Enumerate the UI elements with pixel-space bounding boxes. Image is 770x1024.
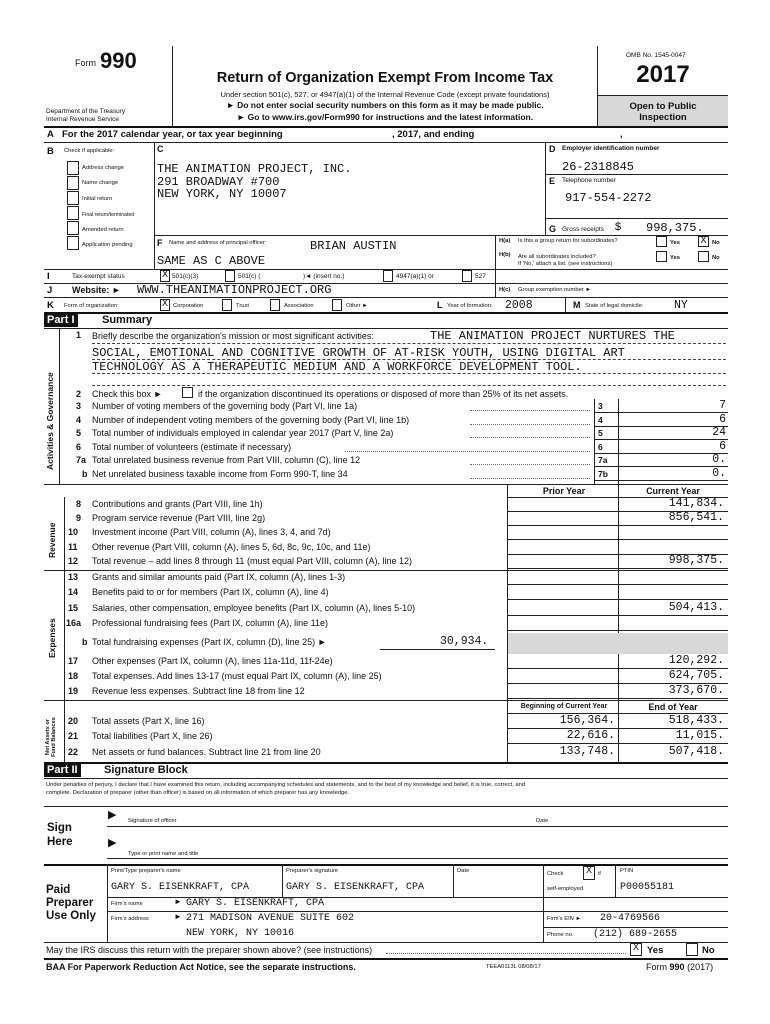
net-end-value: 507,418. bbox=[668, 744, 724, 758]
row-e-letter: E bbox=[549, 176, 556, 186]
side-activities-governance: Activities & Governance bbox=[45, 372, 55, 470]
fin-line-num: 14 bbox=[68, 587, 79, 598]
association-label: Association bbox=[284, 303, 314, 309]
discuss-no-label: No bbox=[702, 945, 715, 956]
hb-text: Are all subordinates included? bbox=[518, 254, 596, 260]
address-change-checkbox[interactable] bbox=[67, 161, 79, 175]
ein-label: Employer identification number bbox=[562, 145, 660, 152]
fin-row-rule bbox=[507, 584, 728, 585]
ag-line-num: 3 bbox=[76, 401, 82, 411]
trust-checkbox[interactable] bbox=[222, 299, 232, 311]
omb-number: OMB No. 1545-0047 bbox=[626, 52, 686, 59]
officer-label: Name and address of principal officer: bbox=[169, 240, 267, 246]
subtitle-section: Under section 501(c), 527, or 4947(a)(1) of the Internal Revenue Code (except private foundations) bbox=[220, 90, 550, 99]
501c-insert-label: )◄ (insert no.) bbox=[303, 273, 345, 280]
phone-value: 917-554-2272 bbox=[565, 191, 652, 205]
final-return-checkbox[interactable] bbox=[67, 206, 79, 220]
firm-address-1: 271 MADISON AVENUE SUITE 602 bbox=[186, 913, 355, 924]
ag-line-value: 0. bbox=[712, 453, 726, 467]
form-title: Return of Organization Exempt From Income Tax bbox=[216, 70, 554, 86]
state-domicile-value: NY bbox=[674, 299, 688, 312]
hb-note: If 'No,' attach a list. (see instructions) bbox=[518, 261, 613, 267]
ag-line-text: Net unrelated business taxable income from Form 990-T, line 34 bbox=[92, 469, 348, 479]
self-employed-label: self-employed bbox=[547, 886, 584, 892]
ag-line-text: Number of independent voting members of the governing body (Part VI, line 1b) bbox=[92, 414, 410, 425]
tax-year: 2017 bbox=[636, 61, 690, 88]
ag-leader-dots bbox=[470, 410, 590, 411]
ag-line-value: 6 bbox=[719, 439, 726, 453]
line16b-num: b bbox=[82, 637, 88, 647]
sign-label-2: Here bbox=[47, 836, 73, 848]
net-line-text: Total liabilities (Part X, line 26) bbox=[92, 731, 213, 742]
part1-label: Part I bbox=[44, 314, 78, 327]
initial-return-label: Initial return bbox=[82, 196, 113, 202]
org-address-1: 291 BROADWAY #700 bbox=[157, 175, 280, 189]
row-g-letter: G bbox=[549, 224, 557, 234]
other-label: Other ► bbox=[346, 303, 368, 309]
ag-box-border bbox=[594, 399, 595, 484]
department-line-1: Department of the Treasury bbox=[46, 108, 126, 115]
ag-leader-dots bbox=[345, 451, 590, 452]
website-value[interactable]: WWW.THEANIMATIONPROJECT.ORG bbox=[137, 283, 332, 297]
fin-line-text: Professional fundraising fees (Part IX, column (A), line 11e) bbox=[92, 617, 328, 628]
preparer-name-label: Print/Type preparer's name bbox=[111, 868, 181, 874]
col-current-year: Current Year bbox=[646, 486, 700, 496]
fin-current-value: 856,541. bbox=[668, 511, 724, 525]
row-j-letter: J bbox=[47, 285, 53, 296]
fin-line-num: 11 bbox=[68, 541, 78, 552]
officer-address: SAME AS C ABOVE bbox=[157, 254, 266, 268]
hb-yes-checkbox[interactable] bbox=[656, 251, 667, 262]
form-number: 990 bbox=[100, 48, 137, 73]
ha-no-checkbox[interactable]: X bbox=[698, 236, 709, 247]
line2-rest: if the organization discontinued its operations or disposed of more than 25% of its net assets. bbox=[198, 389, 569, 399]
firm-address-2: NEW YORK, NY 10016 bbox=[186, 928, 295, 939]
side-expenses: Expenses bbox=[47, 618, 57, 658]
fin-current-value: 141,834. bbox=[668, 497, 724, 510]
part2-title: Signature Block bbox=[104, 764, 188, 776]
ha-yes-label: Yes bbox=[670, 240, 680, 246]
subtitle-ssn-warning: ► Do not enter social security numbers on this form as it may be made public. bbox=[226, 100, 544, 110]
trust-label: Trust bbox=[236, 303, 249, 309]
ag-leader-dots bbox=[470, 478, 590, 479]
ag-leader-dots bbox=[470, 424, 590, 425]
department-line-2: Internal Revenue Service bbox=[46, 116, 119, 123]
side-revenue: Revenue bbox=[47, 522, 57, 558]
hb-yes-label: Yes bbox=[670, 255, 680, 261]
ag-line-num: 7a bbox=[76, 455, 87, 466]
hb-no-checkbox[interactable] bbox=[698, 251, 709, 262]
col-prior-year: Prior Year bbox=[542, 486, 586, 496]
ag-line-text: Number of voting members of the governing body (Part VI, line 1a) bbox=[92, 401, 358, 411]
ag-line-box: 7b bbox=[598, 469, 608, 479]
net-end-value: 11,015. bbox=[675, 729, 724, 743]
ag-line-box: 4 bbox=[598, 414, 603, 425]
hc-label: H(c) bbox=[499, 287, 511, 293]
fin-line-text: Benefits paid to or for members (Part IX, column (A), line 4) bbox=[92, 587, 329, 598]
ag-line-box: 3 bbox=[598, 401, 603, 411]
firm-phone: (212) 689-2655 bbox=[593, 929, 678, 940]
line2-text: Check this box ► bbox=[92, 389, 163, 399]
net-line-num: 22 bbox=[68, 746, 79, 757]
discuss-yes-label: Yes bbox=[647, 945, 664, 956]
fin-line-text: Other expenses (Part IX, column (A), lines 11a-11d, 11f-24e) bbox=[92, 656, 333, 666]
fin-row-rule bbox=[507, 539, 728, 540]
net-begin-value: 22,616. bbox=[566, 729, 615, 743]
preparer-signature: GARY S. EISENKRAFT, CPA bbox=[286, 882, 425, 893]
side-net-assets: Net Assets or Fund Balances bbox=[45, 717, 57, 757]
fin-line-text: Salaries, other compensation, employee benefits (Part IX, column (A), lines 5-10) bbox=[92, 602, 416, 613]
line1-text: Briefly describe the organization's mission or most significant activities: bbox=[92, 331, 374, 341]
fin-line-text: Other revenue (Part VIII, column (A), lines 5, 6d, 8c, 9c, 10c, and 11e) bbox=[92, 541, 371, 552]
ag-line-value: 0. bbox=[712, 467, 726, 480]
fin-current-value: 120,292. bbox=[668, 654, 724, 667]
ag-box-border bbox=[618, 399, 619, 484]
fin-line-text: Total expenses. Add lines 13-17 (must equal Part IX, column (A), line 25) bbox=[92, 670, 382, 681]
tax-exempt-label: Tax-exempt status bbox=[72, 273, 125, 280]
fin-line-num: 12 bbox=[68, 555, 79, 566]
application-pending-checkbox[interactable] bbox=[67, 236, 79, 250]
fin-line-num: 9 bbox=[76, 513, 82, 524]
subtitle-instructions: ► Go to www.irs.gov/Form990 for instructions and the latest information. bbox=[236, 112, 534, 122]
firm-name-label: Firm's name bbox=[111, 901, 143, 907]
footer-form-number: 990 bbox=[669, 962, 685, 972]
org-name: THE ANIMATION PROJECT, INC. bbox=[157, 162, 352, 176]
check-if-applicable: Check if applicable: bbox=[64, 148, 115, 154]
501c3-label: 501(c)(3) bbox=[172, 273, 199, 280]
fin-line-num: 16a bbox=[66, 617, 82, 628]
firm-name-arrow: ► bbox=[174, 897, 182, 906]
row-m-letter: M bbox=[573, 300, 581, 310]
ag-line-num: 5 bbox=[76, 428, 82, 439]
amended-return-checkbox[interactable] bbox=[67, 221, 79, 235]
fin-current-value: 504,413. bbox=[668, 600, 724, 614]
ha-no-label: No bbox=[712, 240, 720, 246]
ag-line-box: 6 bbox=[598, 441, 603, 452]
open-to-public-2: Inspection bbox=[639, 112, 687, 123]
fin-line-text: Program service revenue (Part VIII, line 2g) bbox=[92, 513, 266, 524]
sign-date-label: Date bbox=[536, 818, 549, 824]
sign-arrow-1: ▶ bbox=[108, 809, 117, 821]
line1-num: 1 bbox=[76, 330, 82, 340]
check-label: Check bbox=[547, 871, 564, 877]
net-begin-value: 133,748. bbox=[559, 744, 615, 758]
firm-address-label: Firm's address bbox=[111, 916, 149, 922]
preparer-sig-label: Preparer's signature bbox=[286, 868, 339, 874]
form-of-org-label: Form of organization: bbox=[64, 303, 119, 309]
discuss-yes-checkbox[interactable]: X bbox=[630, 943, 642, 956]
ptin-value: P00055181 bbox=[620, 882, 675, 893]
fin-current-value: 373,670. bbox=[668, 683, 724, 697]
fin-line-num: 13 bbox=[68, 572, 79, 582]
fin-row-rule bbox=[507, 615, 728, 616]
footer-form-year: (2017) bbox=[687, 962, 714, 972]
row-d-letter: D bbox=[549, 144, 556, 154]
net-line-text: Total assets (Part X, line 16) bbox=[92, 716, 205, 726]
line16b-text: Total fundraising expenses (Part IX, column (D), line 25) ► bbox=[92, 637, 327, 647]
527-label: 527 bbox=[475, 273, 486, 280]
row-k-letter: K bbox=[47, 300, 54, 311]
fin-line-num: 15 bbox=[68, 602, 79, 613]
officer-name: BRIAN AUSTIN bbox=[310, 239, 397, 253]
name-change-label: Name change bbox=[82, 180, 119, 186]
form-code: TEEA0113L 08/08/17 bbox=[486, 964, 541, 970]
preparer-date-label: Date bbox=[457, 868, 470, 874]
state-domicile-label: State of legal domicile: bbox=[585, 303, 644, 309]
4947-checkbox[interactable] bbox=[383, 270, 393, 282]
net-end-value: 518,433. bbox=[668, 714, 724, 727]
firm-name: GARY S. EISENKRAFT, CPA bbox=[186, 898, 325, 909]
year-formation-value: 2008 bbox=[505, 299, 533, 312]
ag-leader-dots bbox=[470, 464, 590, 465]
net-line-num: 21 bbox=[68, 731, 79, 742]
4947-label: 4947(a)(1) or bbox=[396, 273, 434, 280]
501c-label: 501(c) ( bbox=[238, 273, 261, 280]
fin-line-text: Grants and similar amounts paid (Part IX, column (A), lines 1-3) bbox=[92, 572, 346, 582]
501c3-checkbox[interactable]: X bbox=[161, 270, 168, 281]
part2-label: Part II bbox=[44, 764, 81, 777]
hc-text: Group exemption number ► bbox=[518, 287, 592, 293]
fin-current-value: 624,705. bbox=[668, 668, 724, 682]
org-address-2: NEW YORK, NY 10007 bbox=[157, 187, 287, 201]
ag-line-num: b bbox=[82, 469, 88, 479]
ein-value: 26-2318845 bbox=[562, 160, 635, 174]
net-line-num: 20 bbox=[68, 716, 79, 726]
mission-line-1: THE ANIMATION PROJECT NURTURES THE bbox=[430, 329, 675, 343]
ha-text: Is this a group return for subordinates? bbox=[518, 238, 618, 244]
col-end-of-year: End of Year bbox=[648, 702, 698, 712]
net-line-text: Net assets or fund balances. Subtract line 21 from line 20 bbox=[92, 746, 321, 757]
ha-label: H(a) bbox=[499, 238, 511, 244]
ag-line-value: 7 bbox=[719, 399, 726, 412]
phone-label: Telephone number bbox=[562, 177, 616, 184]
amended-return-label: Amended return bbox=[82, 227, 124, 233]
firm-ein-label: Firm's EIN ► bbox=[547, 916, 582, 922]
footer-form bbox=[646, 962, 713, 972]
application-pending-label: Application pending bbox=[82, 242, 133, 248]
ag-line-rule bbox=[594, 480, 728, 481]
fin-line-text: Revenue less expenses. Subtract line 18 from line 12 bbox=[92, 685, 305, 696]
row-i-letter: I bbox=[47, 271, 50, 282]
baa-notice: BAA For Paperwork Reduction Act Notice, see the separate instructions. bbox=[46, 962, 356, 972]
ag-line-num: 4 bbox=[76, 414, 82, 425]
discuss-no-checkbox[interactable] bbox=[686, 943, 698, 956]
footer-form-word: Form bbox=[646, 962, 667, 972]
ag-line-text: Total unrelated business revenue from Part VIII, column (C), line 12 bbox=[92, 455, 361, 466]
website-label: Website: ► bbox=[72, 285, 121, 295]
discontinued-checkbox[interactable] bbox=[182, 387, 193, 398]
preparer-name: GARY S. EISENKRAFT, CPA bbox=[111, 882, 250, 893]
self-employed-checkbox[interactable]: X bbox=[583, 866, 595, 880]
final-return-label: Final return/terminated bbox=[82, 212, 135, 218]
fin-row-rule bbox=[507, 630, 728, 631]
paid-preparer-1: Paid bbox=[46, 884, 71, 896]
fin-line-num: 19 bbox=[68, 685, 79, 696]
firm-address-arrow: ► bbox=[174, 912, 182, 921]
gross-dollar-sign: $ bbox=[615, 221, 622, 233]
row-a-comma: , bbox=[620, 129, 623, 140]
fin-row-rule bbox=[507, 568, 728, 569]
fin-line-text: Investment income (Part VIII, column (A), lines 3, 4, and 7d) bbox=[92, 527, 331, 538]
ag-line-text: Total number of individuals employed in calendar year 2017 (Part V, line 2a) bbox=[92, 428, 394, 439]
fin-line-num: 18 bbox=[68, 670, 79, 681]
initial-return-checkbox[interactable] bbox=[67, 191, 79, 205]
corporation-checkbox[interactable]: X bbox=[161, 299, 168, 310]
mission-line-3: TECHNOLOGY AS A THERAPEUTIC MEDIUM AND A WORKFORCE DEVELOPMENT TOOL. bbox=[92, 360, 582, 374]
net-begin-value: 156,364. bbox=[559, 714, 615, 727]
fin-current-value: 998,375. bbox=[668, 553, 724, 567]
ag-line-box: 7a bbox=[598, 455, 608, 466]
part1-title: Summary bbox=[102, 314, 153, 326]
other-checkbox[interactable] bbox=[332, 299, 342, 311]
sign-label-1: Sign bbox=[47, 822, 72, 834]
fin-row-rule bbox=[507, 698, 728, 699]
year-formation-label: Year of formation: bbox=[447, 303, 493, 309]
ag-leader-dots bbox=[470, 437, 590, 438]
type-name-label: Type or print name and title bbox=[128, 851, 199, 857]
line2-num: 2 bbox=[76, 389, 82, 399]
mission-line-2: SOCIAL, EMOTIONAL AND COGNITIVE GROWTH OF AT-RISK YOUTH, USING DIGITAL ART bbox=[92, 346, 625, 360]
open-to-public-1: Open to Public bbox=[629, 101, 697, 112]
firm-ein: 20-4769566 bbox=[600, 913, 661, 924]
form-label: Form bbox=[75, 58, 96, 68]
col-beginning: Beginning of Current Year bbox=[520, 703, 608, 710]
address-change-label: Address change bbox=[82, 165, 124, 171]
penalty-text-1: Under penalties of perjury, I declare that I have examined this return, including accompanying schedules and statements, and to the best of my knowledge and belief, it is true, correct, and bbox=[46, 782, 526, 788]
527-checkbox[interactable] bbox=[462, 270, 472, 282]
name-change-checkbox[interactable] bbox=[67, 176, 79, 190]
association-checkbox[interactable] bbox=[270, 299, 280, 311]
row-l-letter: L bbox=[437, 300, 443, 310]
ha-yes-checkbox[interactable] bbox=[656, 236, 667, 247]
discuss-question: May the IRS discuss this return with the preparer shown above? (see instructions) bbox=[46, 945, 373, 955]
penalty-text-2: complete. Declaration of preparer (other than officer) is based on all information of which preparer has any knowledge. bbox=[46, 790, 350, 796]
fin-line-num: 8 bbox=[76, 499, 82, 509]
ag-line-value: 6 bbox=[719, 412, 726, 426]
sign-arrow-2: ▶ bbox=[108, 837, 117, 849]
row-c-letter: C bbox=[157, 144, 164, 154]
ag-line-value: 24 bbox=[712, 426, 726, 440]
gross-receipts-value: 998,375. bbox=[646, 221, 704, 235]
row-a-ending: , 2017, and ending bbox=[392, 129, 475, 140]
hb-label: H(b) bbox=[499, 252, 511, 258]
paid-preparer-3: Use Only bbox=[46, 910, 96, 922]
corporation-label: Corporation bbox=[173, 303, 204, 309]
line16b-value: 30,934. bbox=[440, 635, 489, 648]
gross-receipts-label: Gross receipts bbox=[562, 226, 604, 233]
fin-line-num: 17 bbox=[68, 656, 79, 666]
firm-phone-label: Phone no. bbox=[547, 932, 574, 938]
row-a-text: For the 2017 calendar year, or tax year beginning bbox=[62, 129, 283, 140]
ag-line-num: 6 bbox=[76, 441, 82, 452]
row-f-letter: F bbox=[157, 238, 163, 248]
fin-line-num: 10 bbox=[68, 527, 79, 538]
row-b-letter: B bbox=[47, 146, 54, 157]
paid-preparer-2: Preparer bbox=[46, 897, 94, 909]
signature-officer-label: Signature of officer bbox=[128, 818, 177, 824]
ag-line-text: Total number of volunteers (estimate if necessary) bbox=[92, 441, 292, 452]
ptin-label: PTIN bbox=[620, 868, 634, 874]
if-label: if bbox=[598, 871, 601, 877]
hb-no-label: No bbox=[712, 255, 720, 261]
row-a-letter: A bbox=[47, 129, 54, 140]
ag-line-box: 5 bbox=[598, 428, 603, 439]
501c-checkbox[interactable] bbox=[225, 270, 235, 282]
fin-line-text: Contributions and grants (Part VIII, line 1h) bbox=[92, 499, 263, 509]
fin-line-text: Total revenue – add lines 8 through 11 (must equal Part VIII, column (A), line 12) bbox=[92, 555, 413, 566]
fin-row-rule bbox=[507, 525, 728, 526]
